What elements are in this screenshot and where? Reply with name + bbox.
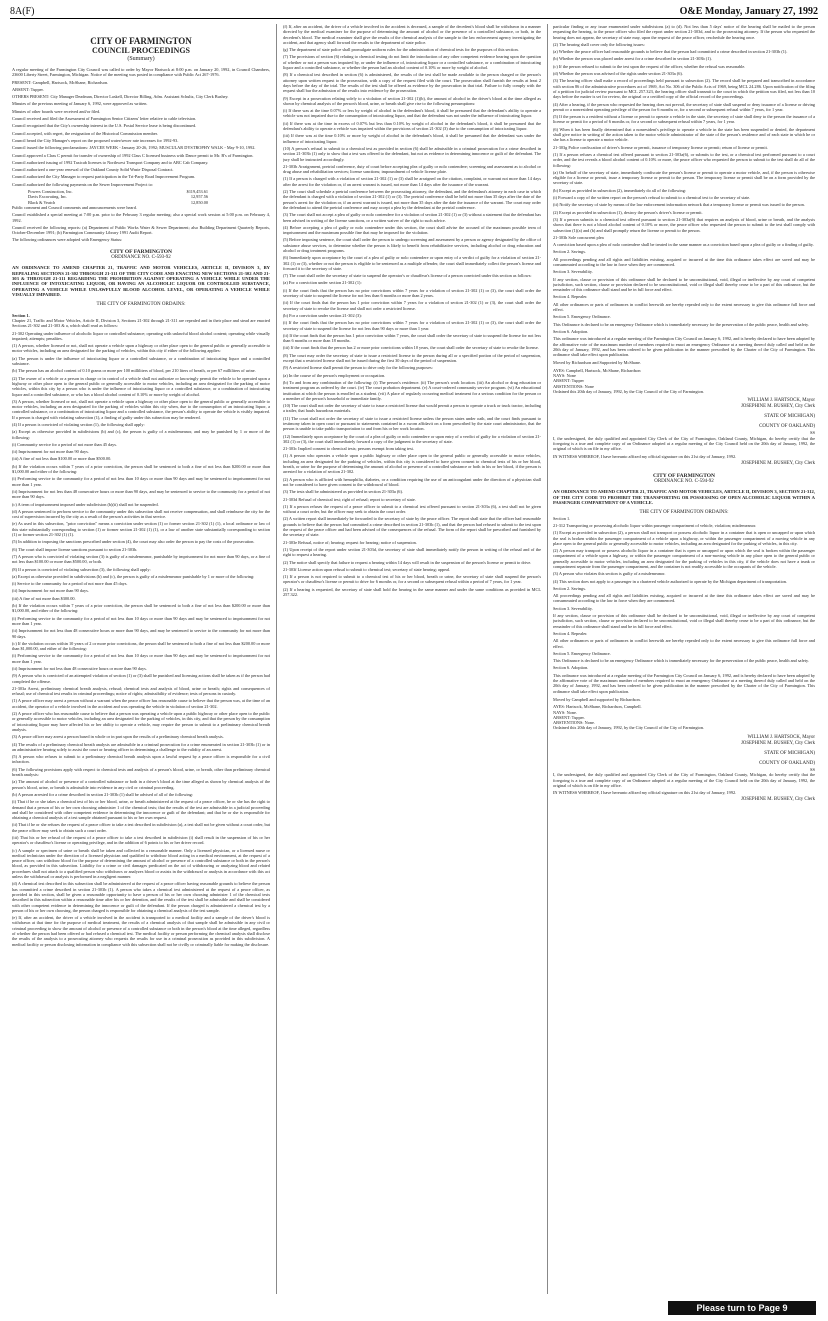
nays-line: NAYS: None xyxy=(553,373,576,379)
paragraph: Council issued the following proclamations: JAYCEE WEEK - January 20-26, 1992; MUSCULAR DYSTROPHY WALK - May 9-10, 1992. xyxy=(12,145,256,151)
state-label: STATE OF MICHIGAN) xyxy=(764,750,815,756)
paragraph: Minutes of other boards were received and/or filed. xyxy=(12,108,101,114)
paragraph: 21-303h Sole concurrent plea xyxy=(553,234,604,240)
paragraph: (2) The hearing shall cover only the following issues: xyxy=(553,41,645,47)
paragraph: (6) When it has been finally determined that a nonresident's privilege to operate a vehicle in the state has been suspended or denied, the department shall give notice in writing of the action taken to the motor vehicle administrator of the state of the person's residence and of each state in which he or she has a license to operate a motor vehicle. xyxy=(553,126,815,143)
paragraph: (2) The owner of a vehicle or a person in charge or in control of a vehicle shall not authorize or knowingly permit the vehicle to be operated upon a highway or other place open to the general public or generally accessible to motor vehicles, including an area designated for the parking of motor vehicles, within this city by a person who is under the influence of intoxicating liquor or a controlled substance, or a combination of intoxicating liquor and a controlled substance, or who has a blood alcohol content of 0.10% or more by weight of alcohol. xyxy=(12,375,270,397)
paragraph: (ii) If the court finds that the person has 1 prior conviction within 7 years for a violation of section 21-302 (1) or (3), the court shall order the secretary of state to revoke the license and shall not order a restricted license. xyxy=(283,300,541,311)
paragraph: (2) A person who is afflicted with hemophilia, diabetes, or a condition requiring the use of an anticoagulant under the direction of a physician shall not be considered to have given consent to the withdrawal of blood. xyxy=(283,476,541,487)
paragraph: (a) The person is under the influence of intoxicating liquor or a controlled substance, or a combination of intoxicating liquor and a controlled substance. xyxy=(12,355,270,367)
paragraph: (6) The court shall impose license sanctions pursuant to section 21-303b. xyxy=(12,546,138,552)
paragraph: Council authorized the City Manager to request participation in the Tri-Party Road Improvement Program. xyxy=(12,174,196,180)
paragraph: (iii) If the court finds that the person has 2 or more prior convictions within 10 years, the court shall order the secretary of state to revoke the license. xyxy=(283,345,539,351)
paragraph: 21-303f License action upon refusal to submit to chemical test; secretary of state hearing; appeal. xyxy=(283,566,451,572)
paragraph: (b) Whether the person was placed under arrest for a crime described in section 21-303b (1). xyxy=(553,56,712,62)
paragraph: (iii) A fine of not more than $300.00. xyxy=(12,595,76,601)
ordinance-ordains: THE CITY OF FARMINGTON ORDAINS: xyxy=(639,509,729,515)
paragraph: (3) If a person submits to a chemical test offered pursuant to section 21-303a(6) that requires an analysis of blood, urine or breath, and the analysis shows that there is not a blood alcohol content of 0.10% or more, the peace officer who requested the person to submit to the test shall comply with subsection (1)(a) and (b) and shall promptly return the license or permit to the person. xyxy=(553,216,815,233)
ordinance-city: CITY OF FARMINGTON xyxy=(652,472,716,479)
payments-table xyxy=(12,189,270,205)
paragraph: 21-303d Refusal of chemical test; right of refusal; report to secretary of state. xyxy=(283,496,416,502)
paragraph: (i) Performing service to the community for a period of not less than 10 days or more than 90 days and may be sentenced to imprisonment for not more than 1 year. xyxy=(12,476,270,487)
paragraph: (4) After a hearing, if the person who requested the hearing does not prevail, the secretary of state shall suspend or deny issuance of a license or driving permit or a nonresident operating privilege of the person for 6 months or, for a second or subsequent refusal within 7 years, for 1 year. xyxy=(553,101,815,112)
paragraph: (7) The court shall order the secretary of state to suspend the operator's or chauffeur's license of a person convicted under this section as follows: xyxy=(283,273,532,279)
paragraph: This ordinance was introduced at a regular meeting of the Farmington City Council on January 6, 1992, and is hereby declared to have been adopted by the affirmative vote of the maximum number of members required to enact an emergency Ordinance at a meeting thereof duly called and held on the 20th day of January, 1992, and has been ordered to be given publication in the manner prescribed by the Charter of the City of Farmington. This ordinance shall take effect upon publication. xyxy=(553,336,815,358)
paragraph: (11) The court shall not order the secretary of state to issue a restricted license unless the person states under oath, and the court finds pursuant to testimony taken in open court or pursuant to statements contained in a sworn affidavit on a form prescribed by the state court administrator, that the person is unable to take public transportation to and from his or her work location. xyxy=(283,415,541,432)
ordained-line: Ordained this 20th day of January, 1992, by the City Council of the City of Farmington. xyxy=(553,725,705,731)
paragraph: Council received and filed the Assessment of Farmington Senior Citizens' letter relative to cable television. xyxy=(12,116,197,122)
paragraph: (ii) That if he or she refuses the request of a peace officer to take a test described in subdivision (a), a test shall not be given without a court order, but the peace officer may seek to obtain such a court order. xyxy=(12,822,270,833)
paragraph: All other ordinances or parts of ordinances in conflict herewith are hereby repealed only to the extent necessary to give this ordinance full force and effect. xyxy=(553,638,815,649)
paragraph: (b) Except as provided in subsection (2), immediately do all of the following: xyxy=(553,187,687,193)
paragraph: (ii) Imprisonment for not more than 90 days. xyxy=(12,449,89,455)
clerk-signature: JOSEPHINE M. BUSHEY, City Clerk xyxy=(740,740,815,746)
paragraph: (a) On behalf of the secretary of state, immediately confiscate the person's license or permit to operate a motor vehicle, and, if the person is otherwise eligible for a license or permit, issue a temporary license or permit to the person. The temporary license or permit shall be on a form provided by the secretary of state. xyxy=(553,169,815,186)
notice-summary-label: (Summary) xyxy=(127,56,155,62)
paragraph: 21-303g Police confiscation of driver's license or permit, issuance of temporary license or permit; return of license or permit. xyxy=(553,144,768,150)
absent-line: ABSENT: Tupper. xyxy=(12,86,44,92)
paragraph: This ordinance was introduced at a regular meeting of the Farmington City Council on January 6, 1992, and is hereby declared to have been adopted by the affirmative vote of the maximum number of members required to enact an emergency Ordinance at a meeting thereof duly called and held on the 20th day of January, 1992, and has been ordered to be given publication in the manner prescribed by the Charter of the City of Farmington. This ordinance shall take effect upon publication. xyxy=(553,672,815,694)
moved-line: Moved by Richardson and Supported by McShane. xyxy=(553,360,641,366)
paragraph: Section 2. Savings. xyxy=(553,249,586,255)
paragraph: (d) Whether the person was advised of the rights under section 21-303a (6). xyxy=(553,71,683,77)
paragraph: (3) The hearing officer shall make a record of proceedings held pursuant to subsection (2). The record shall be prepared and transcribed in accordance with section 86 of the administrative procedures act of 1969, Act No. 306 of the Public Acts of 1969, being MCL 24.286. Upon notification of the filing of a petition for judicial review pursuant to MCL 257.323, the hearing officer shall transmit to the court in which the petition was filed, not less than 10 days before the matter is set for review, the original or a certified copy of the official record of the proceedings. xyxy=(553,78,815,100)
paragraph: (ii) If there was at the time in excess of 0.07% but less than 0.10% by weight of alcohol in the defendant's blood, it shall be presumed that the defendant's ability to operate a vehicle was impaired within the provisions of section 21-302 (3) due to the consumption of intoxicating liquor. xyxy=(283,120,541,132)
paragraph: (c) A term of imprisonment imposed under subdivision (b)(ii) shall not be suspended. xyxy=(12,501,159,507)
paragraph: (4) Before accepting a plea of guilty or nolo contendere under this section, the court shall advise the accused of the maximum possible term of imprisonment and the maximum possible fine that may be imposed for the violation. xyxy=(283,224,541,236)
paragraph: (d) A chemical test described in this subsection shall be administered at the request of a peace officer having reasonable grounds to believe the person has committed a crime described in section 21-303b (1). A person who takes a chemical test administered at the request of a peace officer, as provided in this section, shall be given a reasonable opportunity to have a person of his or her own choosing administer 1 of the chemical tests described in this subsection within a reasonable time after his or her detention, and the results of the test shall be admissible and shall be considered with other competent evidence in determining the innocence or guilt of the defendant. If the person charged is administered a chemical test by a person of his or her own choosing, the person charged is responsible for obtaining a chemical analysis of the test sample. xyxy=(12,881,270,913)
paragraph: 21-312 Transporting or possessing alcoholic liquor within passenger compartment of vehicle, violation; misdemeanor. xyxy=(553,522,757,528)
mayor-signature: WILLIAM J. HARTSOCK, Mayor xyxy=(747,734,815,740)
payment-amount: 12,850.00 xyxy=(190,199,208,205)
paragraph: (1) A peace officer may arrest a person without a warrant when the peace officer has reasonable cause to believe that the person was, at the time of an accident, the operator of a vehicle involved in the accident and was operating the vehicle in violation of section 21-302. xyxy=(12,698,270,709)
absent-line: ABSENT: Tupper. xyxy=(553,714,585,720)
paragraph: (a) Except as otherwise provided in subdivisions (b) and (c), the person is guilty of a misdemeanor punishable by 1 or more of the following: xyxy=(12,573,255,579)
paragraph: (7) A person who is convicted of violating section (3) is guilty of a misdemeanor, punishable by imprisonment for not more than 90 days, or a fine of not less than $100.00 or more than $500.00, or both. xyxy=(12,553,270,565)
paragraph: 21-303e Refusal, notice of; hearing; request for hearing; notice of suspension. xyxy=(283,539,417,545)
paragraph: Section 5. Emergency Ordinance. xyxy=(553,650,611,656)
column-divider xyxy=(276,24,277,1294)
payment-payee: Black & Veatch xyxy=(28,199,56,205)
ordinance-number: ORDINANCE NO. C-593-92 xyxy=(111,255,171,261)
paragraph: (2) A written report shall immediately be forwarded to the secretary of state by the peace officer. The report shall state that the officer had reasonable grounds to believe that the person had committed a crime described in section 21-303b (1), and that the person had refused to submit to the test upon the request of the peace officer and had been advised of the consequences of the refusal. The form of the report shall be prescribed and furnished by the secretary of state. xyxy=(283,516,541,538)
paragraph: (1) If a person is not required to submit to a chemical test of his or her blood, breath or urine, the secretary of state shall suspend the person's operator's or chauffeur's license or permit to drive for 6 months or, for a second or subsequent refusal within a period of 7 years, for 1 year. xyxy=(283,574,541,585)
paragraph: (e) If, after an accident, the driver of a vehicle involved in the accident is transported to a medical facility and a sample of the driver's blood is withdrawn at that time for the purpose of medical treatment, the results of a chemical analysis of that sample shall be admissible in any civil or criminal proceeding to show the amount of alcohol or presence of a controlled substance or both in the person's blood at the time alleged, regardless of whether the person had been offered or had refused a chemical test. The medical facility or person performing the chemical analysis shall disclose the results of the analysis to a prosecuting attorney who requests the results for use in a criminal prosecution as provided in this subdivision. A medical facility or person disclosing information in compliance with this subsection shall not be civilly or criminally liable for making the disclosure. xyxy=(12,915,270,947)
paragraph: (9) A restricted license shall permit the person to drive only for the following purposes: xyxy=(283,365,433,371)
paragraph: (i) Forward a copy of the written report on the person's refusal to submit to a chemical test to the secretary of state. xyxy=(553,195,751,201)
paragraph: (2) If a hearing is requested, the secretary of state shall hold the hearing in the same manner and under the same conditions as provided in MCL 257.322. xyxy=(283,586,541,598)
paragraph: (ii) If the court finds that the person has 1 prior conviction within 7 years, the court shall order the secretary of state to suspend the license for not less than 6 months or more than 18 months. xyxy=(283,332,541,344)
certification-text: I, the undersigned, the duly qualified and appointed City Clerk of the City of Farmington, Oakland County, Michigan, do hereby certify that the foregoing is a true and complete copy of an Ordinance adopted at a regular meeting of the City Council held on the 20th day of January, 1992, the original of which is on file in my office. xyxy=(553,435,815,452)
paragraph: (ii) Imprisonment for not less than 48 consecutive hours or more than 90 days, and may be sentenced to service to the community for not more than 90 days. xyxy=(12,628,270,639)
paragraph: This Ordinance is declared to be an emergency Ordinance which is immediately necessary for the preservation of the public peace, health and safety. xyxy=(553,321,809,327)
paragraph: Section 6. Adoption. xyxy=(553,665,589,671)
certification-text: I, the undersigned, the duly qualified and appointed City Clerk of the City of Farmington, Oakland County, Michigan, do hereby certify that the foregoing is a true and complete copy of an Ordinance adopted at a regular meeting of the City Council held on the 20th day of January, 1992, the original of which is on file in my office. xyxy=(553,772,815,788)
payment-payee: Davis Excavating, Inc. xyxy=(28,194,68,200)
paragraph: (3) The court shall not accept a plea of guilty or nolo contendere for a violation of section 21-302 (1) or (3) without a statement that the defendant has been advised in writing of the license sanctions, or a written waiver of the right to such advice. xyxy=(283,212,541,223)
paragraph: (2) A person may transport or possess alcoholic liquor in a container that is open or uncapped or upon which the seal is broken within the passenger compartment of a vehicle upon a highway, or within the passenger compartment of a non-moving vehicle in any place open to the general public or generally accessible to motor vehicles, including an area designated for the parking of vehicles in this city, if the vehicle does not have a trunk or compartment separate from the passenger compartment, and the container is not readily accessible to the occupants of the vehicle. xyxy=(553,548,815,569)
payment-amount: $119,453.61 xyxy=(186,189,208,195)
paragraph: A conviction based upon a plea of nolo contendere shall be treated in the same manner as a conviction based upon a plea of guilty or a finding of guilty. xyxy=(553,242,814,248)
paragraph: (4) This section does not apply to a passenger in a chartered vehicle authorized to operate by the Michigan department of transportation. xyxy=(553,578,788,584)
paragraph: Council authorized issuing of 1992 Taxicab licenses to Northwest Transport Company and to ABC Cab Company. xyxy=(12,159,209,165)
ordinance-number: ORDINANCE NO. C-594-92 xyxy=(654,479,714,485)
clerk-signature: JOSEPHINE M. BUSHEY, City Clerk xyxy=(740,404,815,410)
paragraph: Council accepted, with regret, the resignation of the Historical Commission member. xyxy=(12,130,158,136)
paragraph: (9) Except in a prosecution relating solely to a violation of section 21-302 (1)(b), the amount of alcohol in the driver's blood at the time alleged as shown by chemical analysis of the person's blood, urine, or breath shall give rise to the following presumptions: xyxy=(283,95,541,106)
signature-block xyxy=(553,398,815,410)
paragraph: particular finding or any issue enumerated under subdivisions (a) to (d). Not less than 5 days' notice of the hearing shall be mailed to the person requesting the hearing, to the peace officer who filed the report under section 21-303d, and to the prosecuting attorney. If the person who requested the hearing does not appear, the secretary of state may, upon the request of the peace officer, reschedule the hearing once. xyxy=(553,24,815,40)
paragraph: (2) The notice shall specify that failure to request a hearing within 14 days will result in the suspension of the person's license or permit to drive. xyxy=(283,559,532,565)
paragraph: Council heard the City Manager's report on the proposed water/sewer rate increases for 1992-93. xyxy=(12,137,179,143)
paragraph: (8) If a chemical test described in section (6) is administered, the results of the test shall be made available to the person charged or the person's attorney upon written request to the prosecution, with a copy of the request filed with the court. The prosecution shall furnish the results at least 2 days before the day of the trial. The results of the test shall be offered as evidence by the prosecution in that trial. Failure to fully comply with the request shall bar the admission of the results into evidence by the prosecution. xyxy=(283,72,541,94)
paragraph: (b) If the violation occurs within 7 years of a prior conviction, the person shall be sentenced to both a fine of not less than $200.00 or more than $1,000.00, and either of the following: xyxy=(12,603,270,614)
paragraph: (1) If a person refuses a chemical test offered pursuant to section 21-303a(6), or submits to the test, or a chemical test performed pursuant to a court order, and the test reveals a blood alcohol content of 0.10% or more, the peace officer who requested the person to submit to the test shall do all of the following: xyxy=(553,151,815,168)
paragraph: (4) If a person is convicted of violating section (1), the following shall apply: xyxy=(12,422,145,427)
paragraph: Section 4. Repealer. xyxy=(553,630,588,636)
paragraph: (g) The department of state police shall promulgate uniform rules for the administration of chemical tests for the purposes of this section. xyxy=(283,47,519,53)
paragraph: (3) A peace officer may arrest a person based in whole or in part upon the results of a preliminary chemical breath analysis. xyxy=(12,734,224,740)
county-label: COUNTY OF OAKLAND) xyxy=(759,424,815,430)
notice-title: CITY OF FARMINGTON xyxy=(90,36,192,46)
paragraph: (a) In the course of the person's employment or occupation. xyxy=(283,372,386,378)
abstentions-line: ABSTENTIONS: None xyxy=(553,383,594,389)
paragraph: (b) To and from any combination of the following: (i) The person's residence. (ii) The person's work location. (iii) An alcohol or drug education or treatment program as ordered by the court. (iv) The court probation department. (v) A court-ordered community service program. (vi) An educational institution at which the person is enrolled as a student. (vii) A place of regularly occurring medical treatment for a serious condition for the person or a member of the person's household or immediate family. xyxy=(283,379,541,401)
items-list xyxy=(12,109,270,187)
paragraph: (iii) A fine of not less than $100.00 or more than $500.00. xyxy=(12,456,112,462)
paragraph: 21-303b Arraignment, pretrial conference, duty of court before accepting plea of guilty or nolo contendere; screening and assessment as to alcohol or drug abuse and rehabilitation services; license sanctions; impoundment of vehicle license plate. xyxy=(283,163,541,175)
paragraph: All other ordinances or parts of ordinances in conflict herewith are hereby repealed only to the extent necessary to give this ordinance full force and effect. xyxy=(553,301,815,313)
paragraph: (iii) That his or her refusal of the request of a peace officer to take a test described in subdivision (i) shall result in the suspension of his or her operator's or chauffeur's license or operating privilege, and in the addition of 6 points to his or her driver record. xyxy=(12,835,270,846)
paragraph: (i) If the court finds that the person has no prior convictions within 7 years for a violation of section 21-302 (1) or (3), the court shall order the secretary of state to suspend the license for not less than 6 months or more than 2 years. xyxy=(283,287,541,299)
clerk-signature: JOSEPHINE M. BUSHEY, City Clerk xyxy=(740,460,815,466)
paragraph: (4) The results of a preliminary chemical breath analysis are admissible in a criminal prosecution for a crime enumerated in section 21-303b (1) or in an administrative hearing solely to assist the court or hearing officer in determining a challenge to the validity of an arrest. xyxy=(12,741,270,752)
notice-subtitle: COUNCIL PROCEEDINGS xyxy=(91,46,190,55)
mayor-signature: WILLIAM J. HARTSOCK, Mayor xyxy=(747,398,815,404)
paragraph: (ii) Imprisonment for not less than 48 consecutive hours or more than 90 days, and may be sentenced to service to the community for a period of not more than 90 days. xyxy=(12,488,270,500)
vote-block xyxy=(553,360,815,388)
paragraph: (b) If the violation occurs within 7 years of a prior conviction, the person shall be sentenced to both a fine of not less than $200.00 or more than $1,000.00 and either of the following: xyxy=(12,463,270,475)
paragraph: (1) Except as provided in subsection (2), a person shall not transport or possess alcoholic liquor in a container that is open or uncapped or upon which the seal is broken within the passenger compartment of a vehicle upon a highway, or within the passenger compartment of a moving vehicle in any place open to the general public or generally accessible to motor vehicles, including an area designated for the parking of vehicles, in this city. xyxy=(553,530,815,546)
paragraph: (1) A person, whether licensed or not, shall not operate a vehicle upon a highway or other place open to the general public or generally accessible to motor vehicles, including an area designated for the parking of vehicles, within this city if either of the following applies: xyxy=(12,343,270,354)
ordinance-ordains: THE CITY OF FARMINGTON ORDAINS: xyxy=(96,301,186,307)
column-1 xyxy=(12,24,270,1294)
paragraph: 21-303c Implied consent to chemical tests; persons exempt from taking test. xyxy=(283,446,414,452)
paragraph: 21-303a Arrest, preliminary chemical breath analysis, refusal; chemical tests and analysis of blood, urine or breath; rights and consequences of refusal; use of chemical test results in criminal proceedings; notice of rights; admissibility of evidence; tests of persons in custody. xyxy=(12,685,270,697)
clerk-signature: JOSEPHINE M. BUSHEY, City Clerk xyxy=(740,797,815,803)
publication-line: O&E Monday, January 27, 1992 xyxy=(679,5,818,17)
paragraph: (d) A person sentenced to perform service to the community under this subsection shall not receive compensation, and shall reimburse the city for the cost of supervision incurred by the city as a result of the person's activities in that service. xyxy=(12,508,270,520)
paragraph: (a) The amount of alcohol or presence of a controlled substance or both in a driver's blood at the time alleged as shown by chemical analysis of the person's blood, urine, or breath is admissible into evidence in any civil or criminal proceeding. xyxy=(12,779,270,790)
ordinance-heading: AN ORDINANCE TO AMEND CHAPTER 21, TRAFFIC AND MOTOR VEHICLES, ARTICLE II, DIVISION 3, BY REPEALING SECTIONS 21-302 THROUGH 21-311 OF THE CITY CODE AND ENACTING NEW SECTIONS 21-302 AND 21-303 & THROUGH 21-311 REGARDING THE PROHIBITION AGAINST OPERATING A VEHICLE WHILE UNDER THE INFLUENCE OF INTOXICATING LIQUOR, OR HAVING AN ALCOHOLIC LIQUOR OR CONTROLLED SUBSTANCE, OPERATING A VEHICLE WHILE UNLAWFULLY BLOOD ALCOHOL LEVEL, OR OPERATING A VEHICLE WHILE VISUALLY IMPAIRED. xyxy=(12,265,270,298)
paragraph: (a) For a conviction under section 21-302 (1): xyxy=(283,280,362,286)
paragraph: Section 3. Severability. xyxy=(553,605,593,611)
paragraph: (b) The person has an alcohol content of 0.10 grams or more per 100 milliliters of blood, per 210 liters of breath, or per 67 milliliters of urine. xyxy=(12,368,256,374)
paragraph: (1) If a person refuses the request of a peace officer to submit to a chemical test offered pursuant to section 21-303a (6), a test shall not be given without a court order, but the officer may seek to obtain the court order. xyxy=(283,503,541,515)
ordinance-body xyxy=(553,516,815,694)
paragraph: (1) Upon receipt of the report under section 21-303d, the secretary of state shall immediately notify the person in writing of the refusal and of the right to request a hearing. xyxy=(283,546,541,558)
payment-amount: 12,957.56 xyxy=(190,194,208,200)
column-divider xyxy=(547,24,548,1294)
paragraph: Council authorized the following payments on the Sewer Improvement Project to: xyxy=(12,181,154,187)
paragraph: (7) The provisions of section (6) relating to chemical testing do not limit the introduction of any other competent evidence bearing upon the question of whether or not a person was impaired by, or under the influence of, intoxicating liquor or a controlled substance, or a combination of intoxicating liquor and a controlled substance, or whether the person had an alcohol content of 0.10% or more by weight of alcohol. xyxy=(283,54,541,71)
state-label: STATE OF MICHIGAN) xyxy=(764,414,815,420)
section-text: Chapter 21, Traffic and Motor Vehicles, Article II, Division 3, Sections 21-302 through 21-311 are repealed and in their place and stead are enacted Sections 21-302 and 21-303 & a, which shall read as follows: xyxy=(12,317,270,329)
paragraph: (5) In addition to imposing the sanctions prescribed under section (4), the court may also order the person to pay the costs of the prosecution. xyxy=(12,539,255,545)
paragraph: Council authorized a one-year renewal of the Oakland County Solid Waste Disposal Contract. xyxy=(12,167,174,173)
paragraph: Council recognized that the City's ownership interest in the U.S. Postal Service lease is being discontinued. xyxy=(12,123,197,129)
paragraph: (3) The tests shall be administered as provided in section 21-303a (6). xyxy=(283,489,403,495)
paragraph: If any section, clause or provision of this ordinance shall be declared to be unconstitutional, void, illegal or ineffective by any court of competent jurisdiction, such section, clause or provision declared to be unconstitutional, void or illegal shall thereby cease to be a part of this ordinance, but the remainder of this ordinance shall stand and be in full force and effect. xyxy=(553,276,815,293)
paragraph: (10) The court shall not order the secretary of state to issue a restricted license that would permit a person to operate a truck or truck tractor, including a trailer, that hauls hazardous materials. xyxy=(283,403,541,414)
paragraph: (1) A person who operates a vehicle upon a public highway or other place open to the general public or generally accessible to motor vehicles, including an area designated for the parking of vehicles, within this city is considered to have given consent to chemical tests of his or her blood, breath, or urine for the purpose of determining the amount of alcohol or presence of a controlled substance or both in his or her blood, if the person is arrested for a violation of section 21-302. xyxy=(283,453,541,475)
paragraph: (2) Except as provided in subsection (1), destroy the person's driver's license or permit. xyxy=(553,209,703,215)
nays-line: NAYS: None. xyxy=(553,709,577,715)
payment-payee: Powers Construction, Inc. xyxy=(28,189,73,195)
items-list-2 xyxy=(12,205,270,243)
header-rule xyxy=(10,18,818,19)
vote-block xyxy=(553,697,815,725)
paragraph: Section 1. xyxy=(553,515,571,521)
paragraph: (5) Before imposing sentence, the court shall order the person to undergo screening and assessment by a person or agency designated by the office of substance abuse services, to determine whether the person is likely to benefit from rehabilitative services, including alcohol or drug education and alcohol or drug treatment programs. xyxy=(283,237,541,253)
paragraph: (e) As used in this subsection, "prior conviction" means a conviction under section (1) or former section 21-302 (1) (1), a local ordinance or law of this state substantially corresponding to section (1) or former section 21-302 (1) (1), or a law of another state substantially corresponding to section (1) or former section 21-302 (1) (1). xyxy=(12,521,270,538)
ayes-line: AYES: Campbell, Hartsock, McShane, Richardson xyxy=(553,367,641,373)
paragraph: Council established a special meeting at 7:00 p.m. prior to the February 3 regular meeting; also a special work session at 5:00 p.m. on February 4, 1992. xyxy=(12,212,270,223)
county-label: COUNTY OF OAKLAND) xyxy=(759,760,815,766)
moved-line: Moved by Campbell and supported by Richardson. xyxy=(553,696,641,702)
paragraph: Section 4. Repealer. xyxy=(553,294,588,300)
ordinance-city: CITY OF FARMINGTON xyxy=(109,248,173,255)
column-3 xyxy=(553,24,815,1294)
paragraph: (6) The following provisions apply with respect to chemical tests and analysis of a person's blood, urine, or breath, other than preliminary chemical breath analysis: xyxy=(12,766,270,778)
ss-label: SS xyxy=(809,430,815,436)
ordinance-body-continued xyxy=(283,24,541,597)
paragraph: (f) If, after an accident, the driver of a vehicle involved in the accident is deceased, a sample of the decedent's blood shall be withdrawn in a manner directed by the medical examiner for the purpose of determining the amount of alcohol or the presence of a controlled substance, or both, in the decedent's blood. The medical examiner shall give the results of the chemical analysis of the sample to the law enforcement agency investigating the accident, and that agency shall forward the results to the department of state police. xyxy=(283,24,541,45)
witness-text: IN WITNESS WHEREOF, I have hereunto affixed my official signature on this 21st day of January, 1992. xyxy=(553,453,737,459)
paragraph: (b) A person arrested for a crime described in section 21-303b (1) shall be advised of all of the following: xyxy=(12,791,194,797)
continued-banner: Please turn to Page 9 xyxy=(668,1301,816,1315)
paragraph: (ii) Imprisonment for not less than 48 consecutive hours or more than 90 days. xyxy=(12,665,147,671)
ayes-line: AYES: Hartsock, McShane, Richardson, Campbell. xyxy=(553,704,642,710)
paragraph: (c) A sample or specimen of urine or breath shall be taken and collected in a reasonable manner. Only a licensed physician, or a licensed nurse or medical technician under the direction of a licensed physician and qualified to withdraw blood acting in a medical environment, at the request of a peace officer, can withdraw blood for the purpose of determining the amount of alcohol or presence of a controlled substance or both in the person's blood, as provided in this subsection. Liability for a crime or civil damages predicated on the act of withdrawing or analyzing blood and related procedures shall not attach to a qualified person who withdraws or analyzes blood or assists in the withdrawal or analysis in accordance with this act unless the withdrawal or analysis is performed in a negligent manner. xyxy=(12,847,270,880)
paragraph: This Ordinance is declared to be an emergency Ordinance which is immediately necessary for the preservation of the public peace, health and safety. xyxy=(553,658,809,664)
others-present-line: OTHERS PRESENT: City Manager Deadman, Director Laskell, Director Billing, Adm. Assistant Schultz, City Clerk Bushey. xyxy=(12,94,229,100)
witness-text: IN WITNESS WHEREOF, I have hereunto affixed my official signature on this 21st day of January, 1992. xyxy=(553,790,737,796)
paragraph: (6) Immediately upon acceptance by the court of a plea of guilty or nolo contendere or upon entry of a verdict of guilty for a violation of section 21-302 (1) or (3), whether or not the person is eligible to be sentenced as a multiple offender, the court shall immediately collect the person's license and forward it to the secretary of state. xyxy=(283,255,541,271)
paragraph: Council received the following reports: (a) Department of Public Works Water & Sewer Department; also Building Department Quarterly Reports, October-December 1991; (b) Farmington Community Library 1991 Audit Report. xyxy=(12,224,270,236)
paragraph: (12) Immediately upon acceptance by the court of a plea of guilty or nolo contendere or upon entry of a verdict of guilty for a violation of section 21-302 (1) or (3), the court shall immediately forward a copy of the judgment to the secretary of state. xyxy=(283,433,541,444)
paragraph: Section 2. Savings. xyxy=(553,585,586,591)
paragraph: (ii) Imprisonment for not more than 90 days. xyxy=(12,588,89,594)
ss-label: SS xyxy=(809,766,815,772)
paragraph: If any section, clause or provision of this ordinance shall be declared to be unconstitutional, void, illegal or ineffective by any court of competent jurisdiction, such section, clause or provision declared to be unconstitutional, void or illegal shall thereby cease to be a part of this ordinance, but the remainder of this ordinance shall stand and be in full force and effect. xyxy=(553,613,815,629)
paragraph: All proceedings pending and all rights and liabilities existing, acquired or incurred at the time this ordinance takes effect are saved and may be consummated according to the law in force when they are commenced. xyxy=(553,593,815,604)
paragraph: (i) That if he or she takes a chemical test of his or her blood, urine, or breath administered at the request of a peace officer, he or she has the right to demand that a person of his or her own choosing administer 1 of the chemical tests; that the results of the test are admissible in a judicial proceeding and shall be considered with other competent evidence in determining the innocence or guilt of the defendant; and that he or she is responsible for obtaining a chemical analysis of a test sample obtained pursuant to his or her own request. xyxy=(12,799,270,821)
paragraph: Council approved a Class C permit for transfer of ownership of 1992 Class C licensed business with Dance permit to Mr. B's of Farmington. xyxy=(12,152,254,158)
paragraph: (3) A person who violates this section is guilty of a misdemeanor. xyxy=(553,571,666,577)
ordinance-body xyxy=(12,331,270,947)
paragraph: (i) Performing service to the community for a period of not less than 10 days or more than 90 days and may be sentenced to imprisonment for not more than 1 year. xyxy=(12,615,270,626)
paragraph: (i) Performing service to the community for a period of not less than 10 days or more than 90 days and may be sentenced to imprisonment for not more than 1 year. xyxy=(12,653,270,664)
abstentions-line: ABSTENTIONS: None. xyxy=(553,720,596,726)
present-line: PRESENT: Campbell, Hartsock, McShane, Richardson. xyxy=(12,79,109,85)
paragraph: (i) If there was at the time 0.07% or less by weight of alcohol in the defendant's blood, it shall be presumed that the defendant's ability to operate a vehicle was not impaired due to the consumption of intoxicating liquor, and that the defendant was not under the influence of intoxicating liquor. xyxy=(283,108,541,119)
paragraph: (2) The court shall schedule a pretrial conference between the prosecuting attorney, the defendant, and the defendant's attorney in each case in which the defendant is charged with a violation of section 21-302 (1) or (3). The pretrial conference shall be held not more than 35 days after the date of the person's arrest for the violation or, if an arrest warrant is issued, not more than 35 days after the date the issuance of the warrant. The court may order the defendant to attend the pretrial conference and may accept a plea by the defendant at the pretrial conference. xyxy=(283,189,541,210)
paragraph: Public comment and Council comments and announcements were heard. xyxy=(12,204,137,210)
paragraph: (i) If the court finds that the person has no prior convictions within 7 years for a violation of section 21-302 (1) or (3), the court shall order the secretary of state to suspend the license for not less than 90 days or more than 1 year. xyxy=(283,320,541,331)
paragraph: (5) A person who refuses to submit to a preliminary chemical breath analysis upon a lawful request by a peace officer is responsible for a civil infraction. xyxy=(12,754,270,765)
paragraph: (c) If the violation occurs within 10 years of 2 or more prior convictions, the person shall be sentenced to both a fine of not less than $200.00 or more than $1,000.00, and either of the following: xyxy=(12,640,270,652)
paragraph: (2) A peace officer who has reasonable cause to believe that a person was operating a vehicle upon a public highway or other place open to the public or generally accessible to motor vehicles, including an area designated for the parking of vehicles, in this city, and that the person by the consumption of intoxicating liquor may have affected his or her ability to operate a vehicle, may require the person to submit to a preliminary chemical breath analysis. xyxy=(12,711,270,732)
paragraph: (i) Service to the community for a period of not more than 45 days. xyxy=(12,581,128,587)
paragraph: (1) If a person is charged with a violation of section 21-302 (1) or (3) shall be arraigned on the citation, complaint, or warrant not more than 14 days after the arrest for the violation or, if an arrest warrant is issued, not more than 14 days after the issuance of the warrant. xyxy=(283,176,541,187)
paragraph: (9) A person who is convicted of an attempted violation of section (1) or (3) shall be punished and licensing actions shall be taken as if the person had completed the offense. xyxy=(12,673,270,684)
paragraph: (5) If the person is a resident without a license or permit to operate a vehicle in the state, the secretary of state shall deny to the person the issuance of a license or permit for a period of 6 months or, for a second or subsequent refusal within 7 years, for 1 year. xyxy=(553,114,815,125)
column-2 xyxy=(283,24,541,1294)
ordinance-body-continued xyxy=(553,24,815,357)
paragraph: All proceedings pending and all rights and liabilities existing, acquired or incurred at the time this ordinance takes effect are saved and may be consummated according to the law in force when they are commenced. xyxy=(553,256,815,267)
paragraph: (i) Community service for a period of not more than 45 days. xyxy=(12,441,118,447)
paragraph: (a) Whether the peace officer had reasonable grounds to believe that the person had committed a crime described in section 21-303b (1). xyxy=(553,49,788,55)
paragraph: (10) A person's refusal to submit to a chemical test as provided in section (6) shall be admissible in a criminal prosecution for a crime described in section 21-303b (1) only to show that a test was offered to the defendant, but not as evidence in determining innocence or guilt of the defendant. The jury shall be instructed accordingly. xyxy=(283,145,541,162)
paragraph: 21-302 Operating under influence of alcoholic liquor or controlled substance; operating with unlawful blood alcohol content; operating while visually impaired; attempts; penalties. xyxy=(12,330,270,341)
minutes-line: Minutes of the previous meeting of January 6, 1992, were approved as written. xyxy=(12,101,148,107)
section-heading: Section 1. xyxy=(12,312,30,318)
paragraph: The following ordinances were adopted with Emergency Status: xyxy=(12,237,123,243)
page-number: 8A(F) xyxy=(10,5,35,17)
paragraph: (iii) If there was at the time 0.10% or more by weight of alcohol in the defendant's blood, it shall be presumed that the defendant was under the influence of intoxicating liquor. xyxy=(283,133,541,144)
paragraph: Section 5. Emergency Ordinance. xyxy=(553,314,611,320)
page-header xyxy=(10,4,818,18)
paragraph: (b) For a conviction under section 21-302 (3): xyxy=(283,312,362,318)
paragraph: (8) If a person is convicted of violating subsection (3), the following shall apply: xyxy=(12,566,151,572)
paragraph: Section 3. Severability. xyxy=(553,269,593,275)
paragraph: (3) A person, whether licensed or not, shall not operate a vehicle upon a highway or other place open to the general public or generally accessible to motor vehicles, including an area designated for the parking of vehicles within this city when, due to the consumption of an intoxicating liquor, a controlled substance, or a combination of intoxicating liquor and a controlled substance, the person's ability to operate the vehicle is visibly impaired. If a person is charged with violating subsection (1), a finding of guilty under this subsection may be rendered. xyxy=(12,398,270,420)
ordinance-heading: AN ORDINANCE TO AMEND CHAPTER 21, TRAFFIC AND MOTOR VEHICLES, ARTICLE II, DIVISION 3, SECTION 21-312, OF THE CITY CODE TO PROHIBIT THE TRANSPORTING OR POSSESSING OF OPEN ALCOHOLIC LIQUOR WITHIN A PASSENGER COMPARTMENT OF A VEHICLE. xyxy=(553,489,815,506)
paragraph: Section 6. Adoption. xyxy=(553,328,589,334)
signature-block xyxy=(553,735,815,747)
paragraph: (8) The court may order the secretary of state to issue a restricted license to the person during all or a specified portion of the period of suspension, except that a restricted license shall not be issued during the first 30 days of the period of suspension. xyxy=(283,352,541,364)
absent-line: ABSENT: Tupper xyxy=(553,378,584,384)
paragraph: (c) If the person refused to submit to the test upon the request of the officer, whether the refusal was reasonable. xyxy=(553,63,746,69)
paragraph: (a) Except as otherwise provided in subdivisions (b) and (c), the person is guilty of a misdemeanor, and may be punished by 1 or more of the following: xyxy=(12,429,270,440)
ordained-line: Ordained this 20th day of January, 1992, by the City Council of the City of Farmington. xyxy=(553,388,705,394)
intro-paragraph: A regular meeting of the Farmington City Council was called to order by Mayor Hartsock at 8:00 p.m. on January 20, 1992, in Council Chambers, 23600 Liberty Street, Farmington, Michigan. Notice of the meeting was posted in compliance with Public Act 267-1976. xyxy=(12,67,270,78)
paragraph: (ii) Notify the secretary of state by means of the law enforcement information network that a temporary license or permit was issued to the person. xyxy=(553,202,805,208)
